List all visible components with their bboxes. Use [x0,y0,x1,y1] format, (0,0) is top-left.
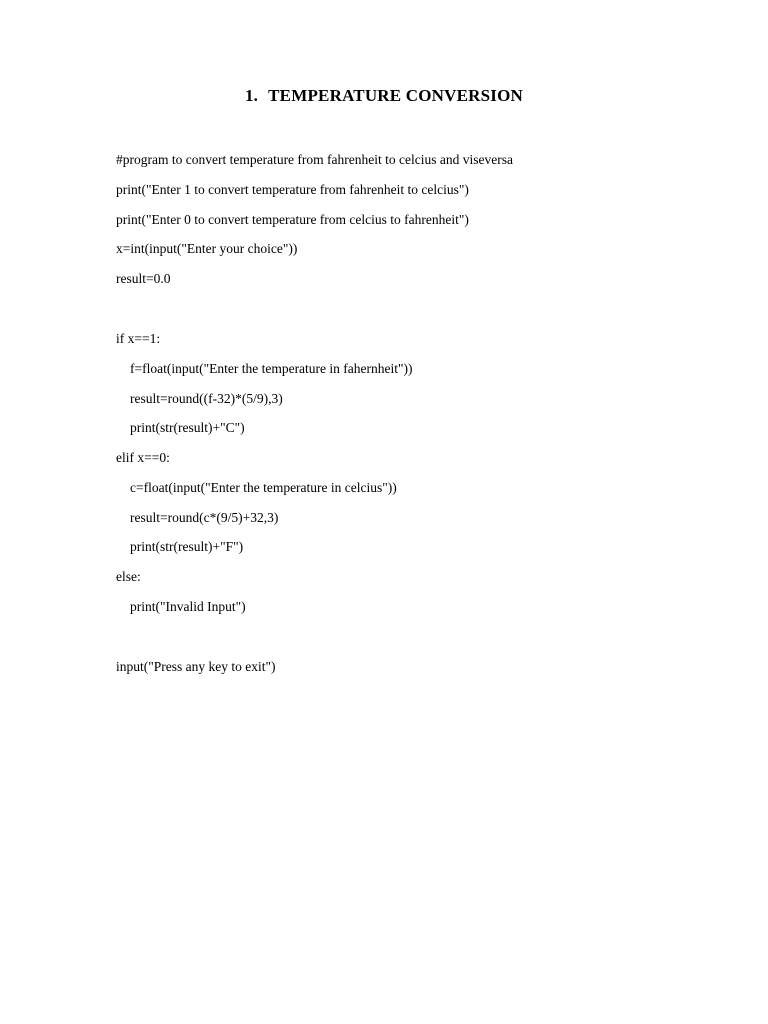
code-line-print-option-1: print("Enter 1 to convert temperature from fahrenheit to celcius") [116,182,469,197]
code-line-print-fahrenheit: print(str(result)+"F") [130,539,244,554]
code-line-print-option-0: print("Enter 0 to convert temperature from celcius to fahrenheit") [116,212,469,227]
code-line-input-fahrenheit: f=float(input("Enter the temperature in fahernheit")) [130,361,413,376]
title-text: TEMPERATURE CONVERSION [268,86,524,105]
code-line-result-init: result=0.0 [116,271,171,286]
title-number: 1. [244,86,259,105]
code-line-elif: elif x==0: [116,450,170,465]
code-line-print-celsius: print(str(result)+"C") [130,420,245,435]
code-comment-line: #program to convert temperature from fahrenheit to celcius and viseversa [116,152,513,167]
code-line-input-celsius: c=float(input("Enter the temperature in celcius")) [130,480,397,495]
code-line-compute-celsius: result=round((f-32)*(5/9),3) [130,391,283,406]
code-line-input-choice: x=int(input("Enter your choice")) [116,241,298,256]
code-line-else: else: [116,569,141,584]
code-line-print-invalid: print("Invalid Input") [130,599,246,614]
code-line-if: if x==1: [116,331,161,346]
code-line-compute-fahrenheit: result=round(c*(9/5)+32,3) [130,510,279,525]
page-title [0,86,768,106]
code-line-press-key: input("Press any key to exit") [116,659,276,674]
